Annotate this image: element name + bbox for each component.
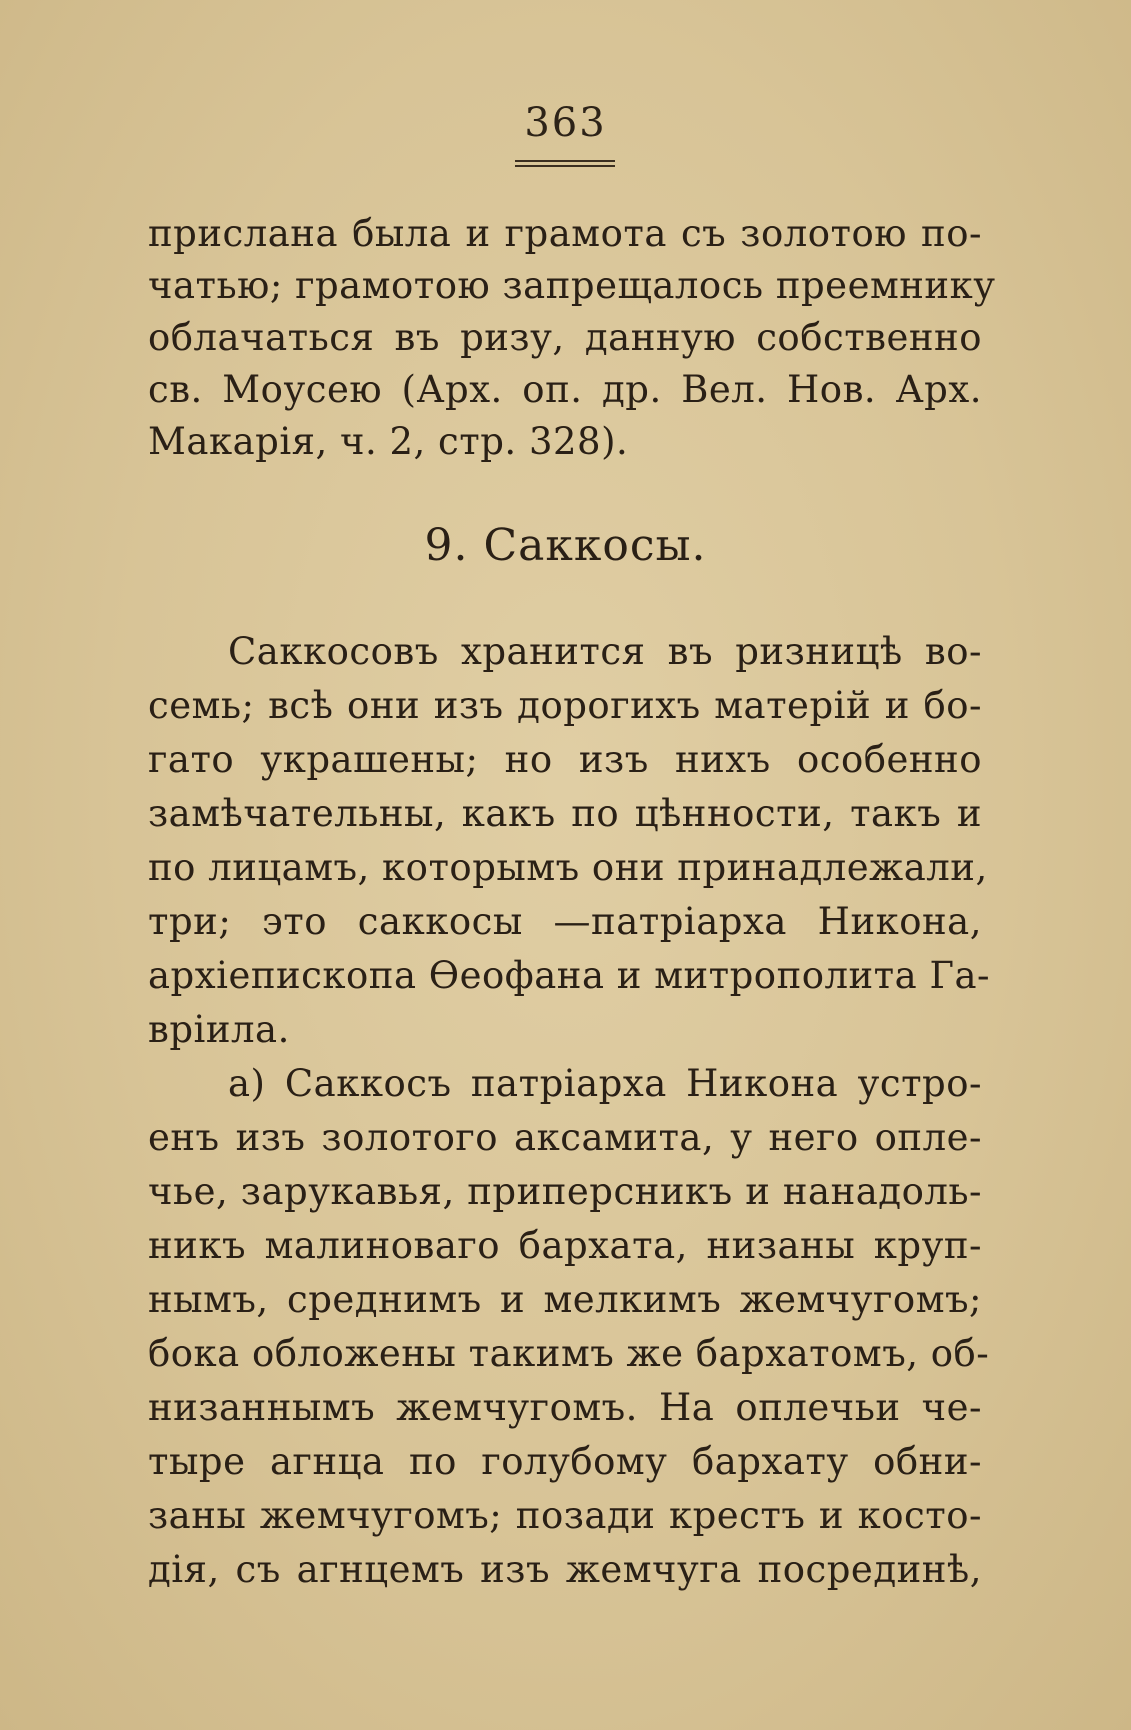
text-line: архіепископа Ѳеофана и митрополита Га-	[148, 954, 991, 997]
text-line: чье, зарукавья, приперсникъ и нанадоль-	[148, 1170, 982, 1213]
text-line: св. Моусею (Арх. оп. др. Вел. Нов. Арх.	[148, 368, 982, 411]
page-number-rule	[515, 165, 615, 167]
text-line: нымъ, среднимъ и мелкимъ жемчугомъ;	[148, 1278, 982, 1321]
text-line: дія, съ агнцемъ изъ жемчуга посрединѣ,	[148, 1548, 982, 1591]
text-line: а) Саккосъ патріарха Никона устро-	[228, 1062, 982, 1105]
text-line: Саккосовъ хранится въ ризницѣ во-	[228, 630, 982, 673]
text-line: замѣчательны, какъ по цѣнности, такъ и	[148, 792, 982, 835]
text-line: чатью; грамотою запрещалось преемнику	[148, 264, 996, 307]
text-line: три; это саккосы —патріарха Никона,	[148, 900, 982, 943]
section-heading: 9. Саккосы.	[424, 520, 707, 571]
text-line: прислана была и грамота съ золотою по-	[148, 212, 982, 255]
text-line: заны жемчугомъ; позади крестъ и косто-	[148, 1494, 982, 1537]
text-line: семь; всѣ они изъ дорогихъ матерій и бо-	[148, 684, 982, 727]
text-line: низаннымъ жемчугомъ. На оплечьи че-	[148, 1386, 982, 1429]
text-line: енъ изъ золотого аксамита, у него опле-	[148, 1116, 982, 1159]
text-line: облачаться въ ризу, данную собственно	[148, 316, 982, 359]
text-line: тыре агнца по голубому бархату обни-	[148, 1440, 982, 1483]
page-number: 363	[524, 100, 607, 146]
text-line: вріила.	[148, 1008, 290, 1051]
page-number-rule	[515, 160, 615, 162]
text-line: по лицамъ, которымъ они принадлежали,	[148, 846, 988, 889]
text-line: никъ малиноваго бархата, низаны круп-	[148, 1224, 982, 1267]
text-line: гато украшены; но изъ нихъ особенно	[148, 738, 982, 781]
text-line: бока обложены такимъ же бархатомъ, об-	[148, 1332, 990, 1375]
text-line: Макарія, ч. 2, стр. 328).	[148, 420, 629, 463]
